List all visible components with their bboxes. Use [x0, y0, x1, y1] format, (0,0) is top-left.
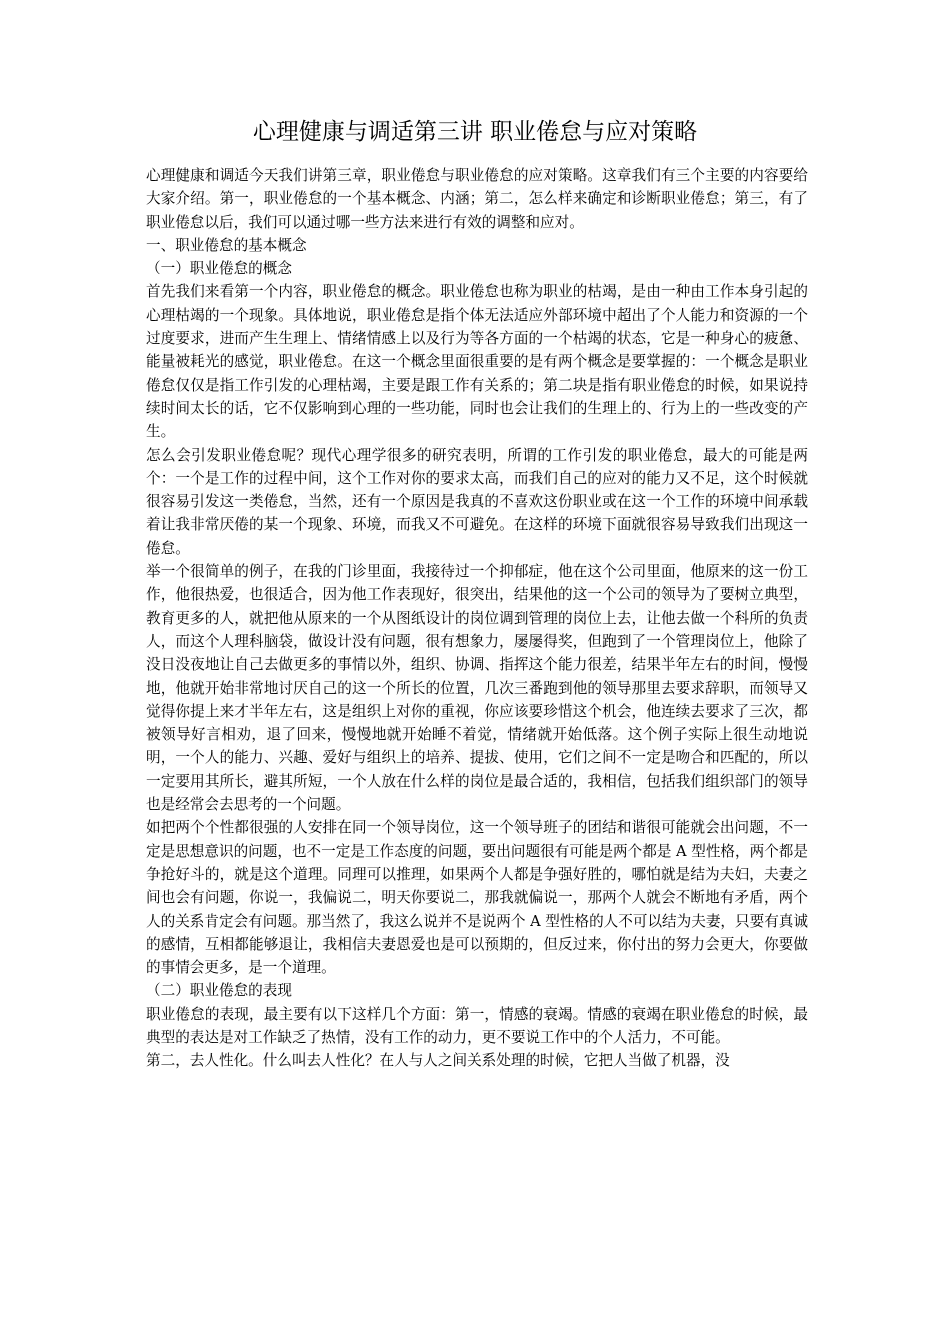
- subsection-heading-2: （二）职业倦怠的表现: [146, 982, 292, 1000]
- intro-paragraph: 心理健康和调适今天我们讲第三章，职业倦怠与职业倦怠的应对策略。这章我们有三个主要的内容要给大家介绍。第一，职业倦怠的一个基本概念、内涵；第二，怎么样来确定和诊断职业倦怠；第三，有了职业倦怠以后，我们可以通过哪一些方法来进行有效的调整和应对。: [146, 167, 808, 231]
- paragraph-depersonalization: 第二，去人性化。什么叫去人性化？在人与人之间关系处理的时候，它把人当做了机器，没: [146, 1052, 730, 1070]
- paragraph-causes: 怎么会引发职业倦怠呢？现代心理学很多的研究表明，所谓的工作引发的职业倦怠，最大的可能是两个：一个是工作的过程中间，这个工作对你的要求太高，而我们自己的应对的能力又不足，这个时候就很容易引发这一类倦怠，当然，还有一个原因是我真的不喜欢这份职业或在这一个工作的环境中间承载着让我非常厌倦的某一个现象、环境，而我又不可避免。在这样的环境下面就很容易导致我们出现这一倦怠。: [146, 446, 808, 557]
- subsection-heading-1: （一）职业倦怠的概念: [146, 260, 292, 278]
- section-heading-1: 一、职业倦怠的基本概念: [146, 236, 307, 254]
- paragraph-concept: 首先我们来看第一个内容，职业倦怠的概念。职业倦怠也称为职业的枯竭，是由一种由工作本身引起的心理枯竭的一个现象。具体地说，职业倦怠是指个体无法适应外部环境中超出了个人能力和资源的一个过度要求，进而产生生理上、情绪情感上以及行为等各方面的一个枯竭的状态，它是一种身心的疲惫、能量被耗光的感觉，职业倦怠。在这一个概念里面很重要的是有两个概念是要掌握的：一个概念是职业倦怠仅仅是指工作引发的心理枯竭，主要是跟工作有关系的；第二块是指有职业倦怠的时候，如果说持续时间太长的话，它不仅影响到心理的一些功能，同时也会让我们的生理上的、行为上的一些改变的产生。: [146, 283, 808, 441]
- document-title: 心理健康与调适第三讲 职业倦怠与应对策略: [252, 119, 698, 145]
- paragraph-example: 举一个很简单的例子，在我的门诊里面，我接待过一个抑郁症，他在这个公司里面，他原来的这一份工作，他很热爱，也很适合，因为他工作表现好，很突出，结果他的这一个公司的领导为了要树立典型，教育更多的人，就把他从原来的一个从图纸设计的岗位调到管理的岗位上去，让他去做一个科所的负责人，而这个人理科脑袋，做设计没有问题，很有想象力，屡屡得奖，但跑到了一个管理岗位上，他除了没日没夜地让自己去做更多的事情以外，组织、协调、指挥这个能力很差，结果半年左右的时间，慢慢地，他就开始非常地讨厌自己的这一个所长的位置，几次三番跑到他的领导那里去要求辞职，而领导又觉得你提上来才半年左右，这是组织上对你的重视，你应该要珍惜这个机会，他连续去要求了三次，都被领导好言相劝，退了回来，慢慢地就开始睡不着觉，情绪就开始低落。这个例子实际上很生动地说明，一个人的能力、兴趣、爱好与组织上的培养、提拔、使用，它们之间不一定是吻合和匹配的，所以一定要用其所长，避其所短，一个人放在什么样的岗位是最合适的，我相信，包括我们组织部门的领导也是经常会去思考的一个问题。: [146, 563, 808, 814]
- paragraph-symptoms: 职业倦怠的表现，最主要有以下这样几个方面：第一，情感的衰竭。情感的衰竭在职业倦怠的时候，最典型的表达是对工作缺乏了热情，没有工作的动力，更不要说工作中的个人活力，不可能。: [146, 1005, 808, 1046]
- document-body: [146, 164, 808, 1073]
- paragraph-personality: 如把两个个性都很强的人安排在同一个领导岗位，这一个领导班子的团结和谐很可能就会出问题，不一定是思想意识的问题，也不一定是工作态度的问题，要出问题很有可能是两个都是 A 型性格，两个都是争抢好斗的，就是这个道理。同理可以推理，如果两个人都是争强好胜的，哪怕就是结为夫妇，夫妻之间也会有问题，你说一，我偏说二，明天你要说二，那我就偏说一，那两个人就会不断地有矛盾，两个人的关系肯定会有问题。那当然了，我这么说并不是说两个 A 型性格的人不可以结为夫妻，只要有真诚的感情，互相都能够退让，我相信夫妻恩爱也是可以预期的，但反过来，你付出的努力会更大，你要做的事情会更多，是一个道理。: [146, 819, 808, 977]
